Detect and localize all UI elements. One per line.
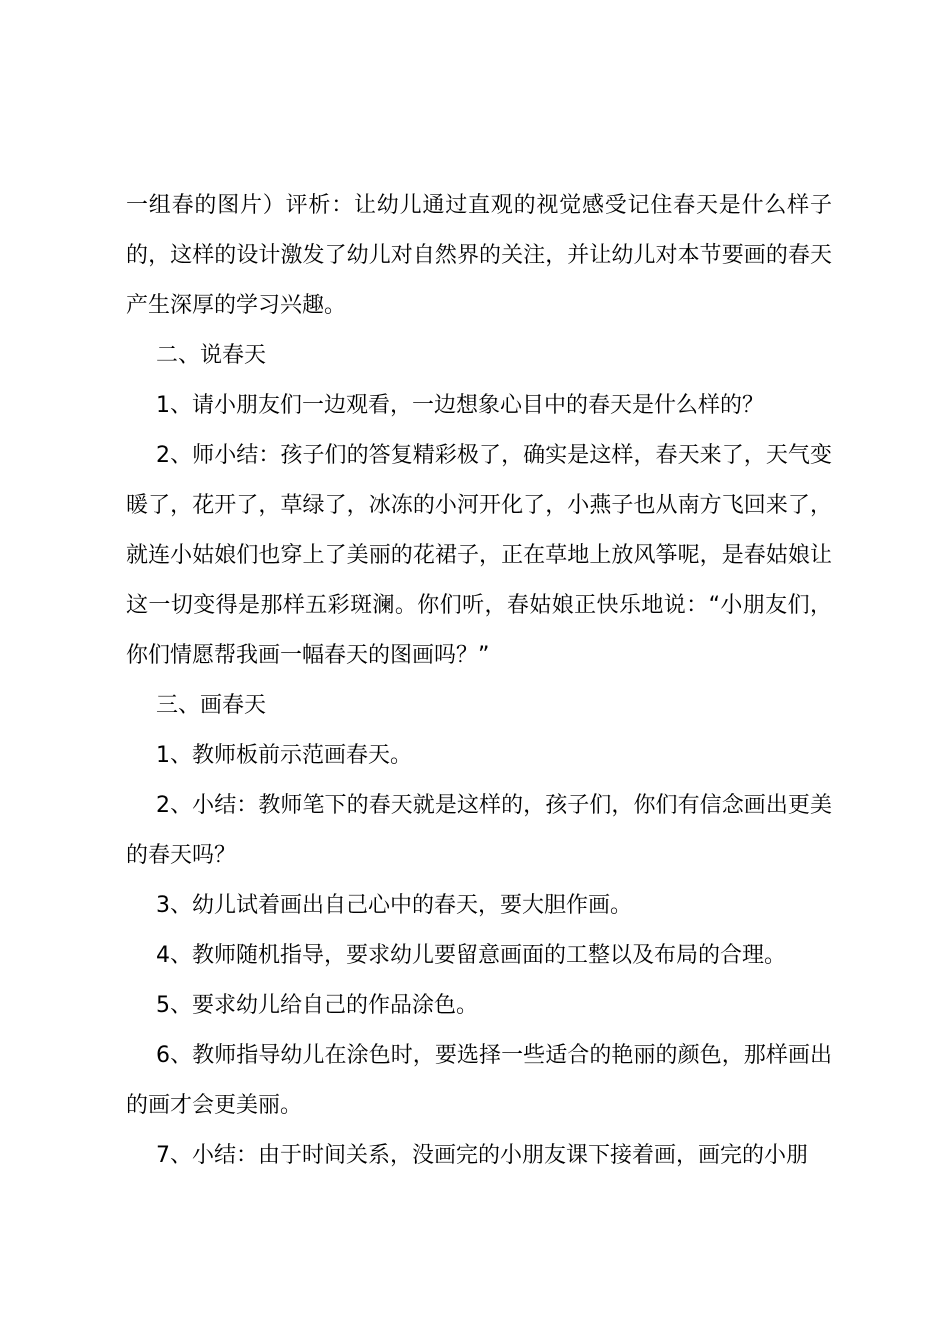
list-item-5: 5、要求幼儿给自己的作品涂色。 bbox=[156, 993, 478, 1018]
list-item-2: 2、师小结：孩子们的答复精彩极了，确实是这样，春天来了，天气变暖了，花开了，草绿了，冰冻的小河开化了，小燕子也从南方飞回来了，就连小姑娘们也穿上了美丽的花裙子，正在草地上放风筝呢，是春姑娘让这一切变得是那样五彩斑澜。你们听，春姑娘正快乐地说：“小朋友们，你们情愿帮我画一幅春天的图画吗？” bbox=[126, 443, 832, 668]
section-heading-draw-spring: 三、画春天 bbox=[156, 693, 267, 718]
list-item-4: 4、教师随机指导，要求幼儿要留意画面的工整以及布局的合理。 bbox=[156, 943, 786, 968]
list-item-2: 2、小结：教师笔下的春天就是这样的，孩子们，你们有信念画出更美的春天吗？ bbox=[126, 793, 832, 868]
paragraph-intro-commentary: 一组春的图片）评析：让幼儿通过直观的视觉感受记住春天是什么样子的，这样的设计激发了幼儿对自然界的关注，并让幼儿对本节要画的春天产生深厚的学习兴趣。 bbox=[126, 193, 832, 318]
list-item-7: 7、小结：由于时间关系，没画完的小朋友课下接着画，画完的小朋 bbox=[156, 1143, 808, 1168]
list-item-1: 1、教师板前示范画春天。 bbox=[156, 743, 412, 768]
section-heading-speak-spring: 二、说春天 bbox=[156, 343, 267, 368]
list-item-6: 6、教师指导幼儿在涂色时，要选择一些适合的艳丽的颜色，那样画出的画才会更美丽。 bbox=[126, 1043, 832, 1118]
list-item-1: 1、请小朋友们一边观看，一边想象心目中的春天是什么样的？ bbox=[156, 393, 764, 418]
document-body bbox=[126, 181, 832, 1181]
list-item-3: 3、幼儿试着画出自己心中的春天，要大胆作画。 bbox=[156, 893, 632, 918]
